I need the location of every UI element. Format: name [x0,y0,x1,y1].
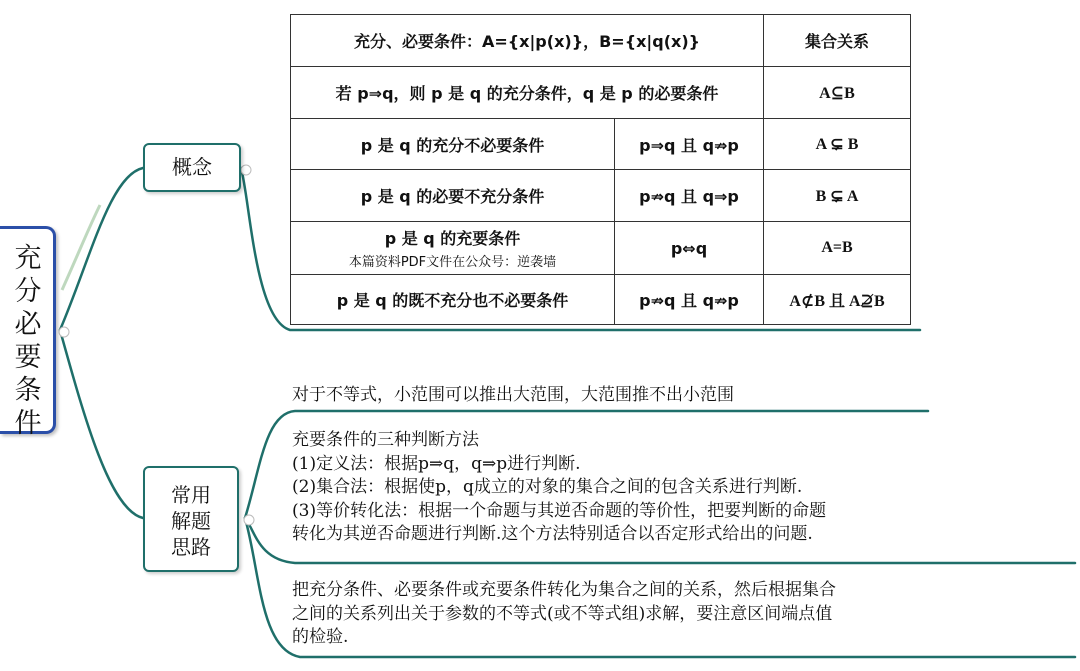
tip-convert-line: 之间的关系列出关于参数的不等式(或不等式组)求解，要注意区间端点值 [292,603,833,624]
table-cell-relation: B ⊊ A [764,170,911,222]
table-cell-relation: A=B [764,222,911,275]
table-cell-condition [291,222,615,275]
table-row [291,15,911,67]
methods-node[interactable] [143,466,239,572]
table-cell-relation: A ⊊ B [764,119,911,170]
table-header-definition: 充分、必要条件：A={x|p(x)}，B={x|q(x)} [291,15,764,67]
table-header-set-relation: 集合关系 [764,15,911,67]
methods-node-line: 常用 [171,483,211,507]
table-row [291,67,911,119]
table-cell-condition-text: p 是 q 的充要条件 [384,229,521,248]
table-row [291,119,911,170]
table-cell-condition: p 是 q 的必要不充分条件 [291,170,615,222]
table-cell-implication: p⇏q 且 q⇏p [615,275,764,325]
tip-methods-line: (1)定义法：根据p⇒q，q⇒p进行判断. [292,453,581,474]
tip-methods-line: (3)等价转化法：根据一个命题与其逆否命题的等价性，把要判断的命题 [292,500,827,521]
table-cell-implication: p⇔q [615,222,764,275]
table-cell-relation: A⊄B 且 A⊉B [764,275,911,325]
concept-node-label: 概念 [172,155,212,179]
tip-convert-line: 的检验. [292,627,349,647]
tip-methods-line: 转化为其逆否命题进行判断.这个方法特别适合以否定形式给出的问题. [292,524,813,544]
tip-convert [292,579,1062,650]
root-node-label: 充分必要条件 [14,243,42,439]
concept-table [290,14,911,325]
watermark-note: 本篇资料PDF文件在公众号：逆袭墙 [348,255,557,270]
table-cell-condition: p 是 q 的既不充分也不必要条件 [291,275,615,325]
tip-methods-line: 充要条件的三种判断方法 [292,430,479,450]
table-cell-relation: A⊆B [764,67,911,119]
methods-node-line: 思路 [171,535,211,559]
tip-convert-line: 把充分条件、必要条件或充要条件转化为集合之间的关系，然后根据集合 [292,580,836,600]
table-cell-implication: p⇏q 且 q⇒p [615,170,764,222]
tip-methods-line: (2)集合法：根据使p，q成立的对象的集合之间的包含关系进行判断. [292,477,803,497]
table-row [291,275,911,325]
tip-range-text: 对于不等式，小范围可以推出大范围，大范围推不出小范围 [292,385,734,405]
methods-node-line: 解题 [171,509,211,533]
tip-methods [292,429,826,547]
table-cell-condition: p 是 q 的充分不必要条件 [291,119,615,170]
table-cell-implication: p⇒q 且 q⇏p [615,119,764,170]
table-row [291,170,911,222]
tip-range [292,384,734,408]
table-row [291,222,911,275]
concept-node[interactable] [143,143,241,192]
table-cell-condition: 若 p⇒q，则 p 是 q 的充分条件，q 是 p 的必要条件 [291,67,764,119]
